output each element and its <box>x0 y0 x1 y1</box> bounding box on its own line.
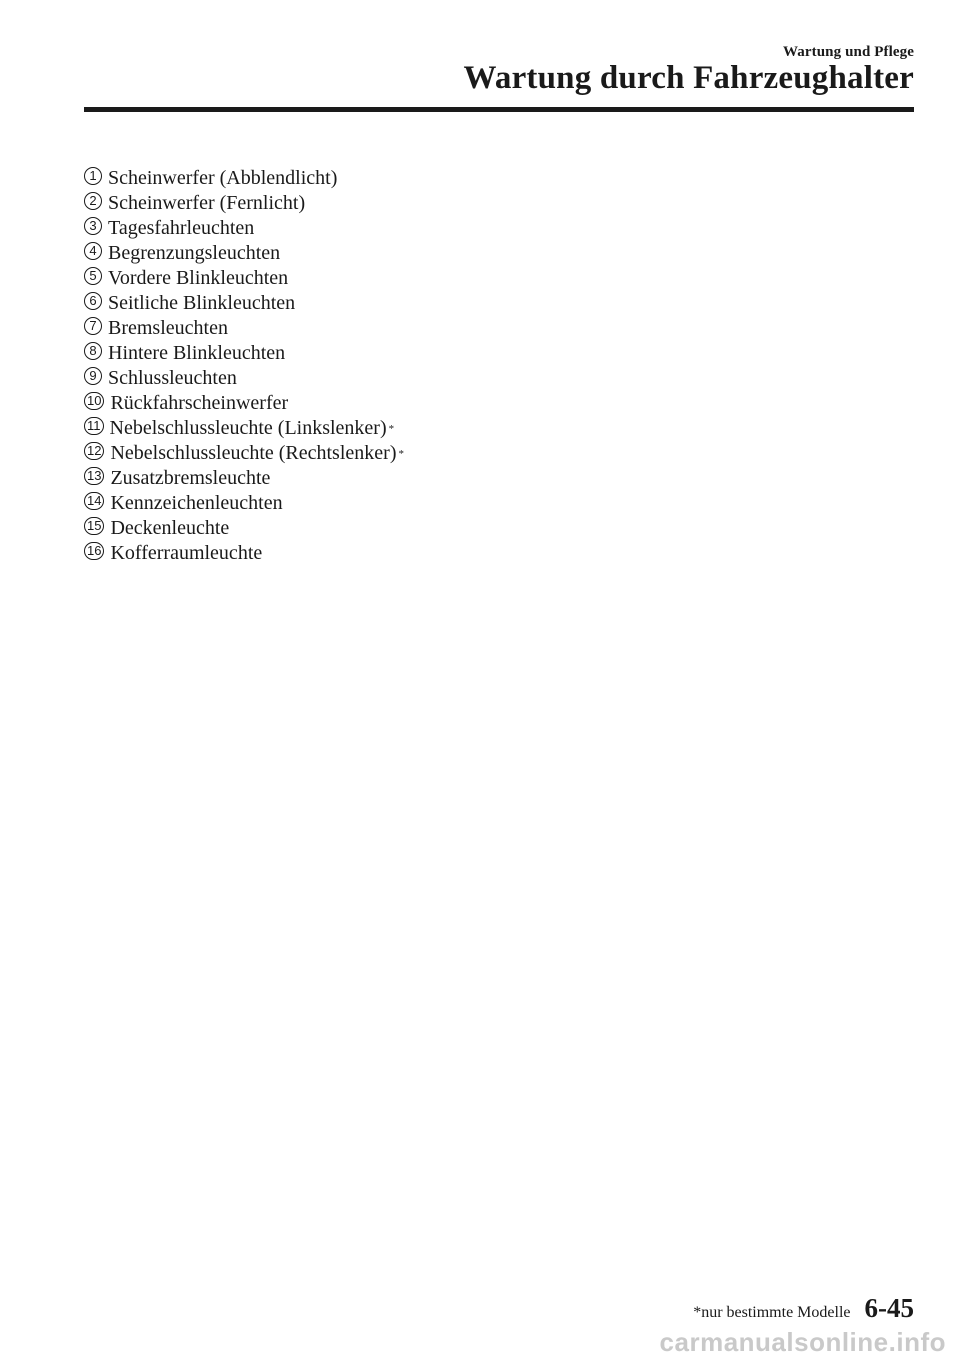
list-item <box>84 191 404 216</box>
item-label: Bremsleuchten <box>108 317 228 339</box>
item-number-badge: 13 <box>84 467 104 485</box>
page-title: Wartung durch Fahrzeughalter <box>463 60 914 96</box>
item-number-badge: 2 <box>84 192 102 210</box>
list-item <box>84 491 404 516</box>
list-item <box>84 391 404 416</box>
item-number-badge: 4 <box>84 242 102 260</box>
item-number-badge: 9 <box>84 367 102 385</box>
list-item <box>84 466 404 491</box>
list-item: 12 Nebelschlussleuchte (Rechtslenker) * <box>84 441 404 466</box>
item-label: Kofferraumleuchte <box>110 542 263 564</box>
item-number-badge: 3 <box>84 217 102 235</box>
item-number-badge: 8 <box>84 342 102 360</box>
item-label: Hintere Blinkleuchten <box>108 342 286 364</box>
watermark: carmanualsonline.info <box>659 1327 946 1357</box>
item-label: Zusatzbremsleuchte <box>110 467 271 489</box>
item-number-badge: 15 <box>84 517 104 535</box>
list-item <box>84 166 404 191</box>
list-item <box>84 266 404 291</box>
item-number-badge: 1 <box>84 167 102 185</box>
item-label: Nebelschlussleuchte (Linkslenker) <box>109 417 387 439</box>
list-item <box>84 366 404 391</box>
list-item <box>84 241 404 266</box>
list-item <box>84 316 404 341</box>
footnote: *nur bestimmte Modelle <box>693 1304 851 1321</box>
item-number-badge: 16 <box>84 542 104 560</box>
item-label: Tagesfahrleuchten <box>108 217 255 239</box>
item-label: Schlussleuchten <box>108 367 237 389</box>
page-footer <box>693 1293 914 1324</box>
item-number-badge: 10 <box>84 392 104 410</box>
item-number-badge: 6 <box>84 292 102 310</box>
list-item <box>84 341 404 366</box>
lamp-list <box>84 166 404 566</box>
list-item <box>84 541 404 566</box>
list-item <box>84 516 404 541</box>
page-number: 6-45 <box>864 1293 914 1323</box>
item-label: Kennzeichenleuchten <box>110 492 283 514</box>
item-number-badge: 5 <box>84 267 102 285</box>
item-label: Nebelschlussleuchte (Rechtslenker) <box>110 442 397 464</box>
list-item <box>84 216 404 241</box>
item-label: Deckenleuchte <box>110 517 230 539</box>
item-label: Begrenzungsleuchten <box>108 242 281 264</box>
item-label: Rückfahrscheinwerfer <box>110 392 289 414</box>
item-number-badge: 7 <box>84 317 102 335</box>
section-label: Wartung und Pflege <box>783 44 914 60</box>
item-label: Vordere Blinkleuchten <box>108 267 289 289</box>
item-number-badge: 14 <box>84 492 104 510</box>
item-label: Scheinwerfer (Fernlicht) <box>108 192 306 214</box>
item-label: Scheinwerfer (Abblendlicht) <box>108 167 338 189</box>
list-item <box>84 291 404 316</box>
item-label: Seitliche Blinkleuchten <box>108 292 296 314</box>
item-number-badge: 11 <box>84 417 104 435</box>
list-item: 11 Nebelschlussleuchte (Linkslenker) * <box>84 416 404 441</box>
item-number-badge: 12 <box>84 442 104 460</box>
title-rule <box>84 107 914 112</box>
